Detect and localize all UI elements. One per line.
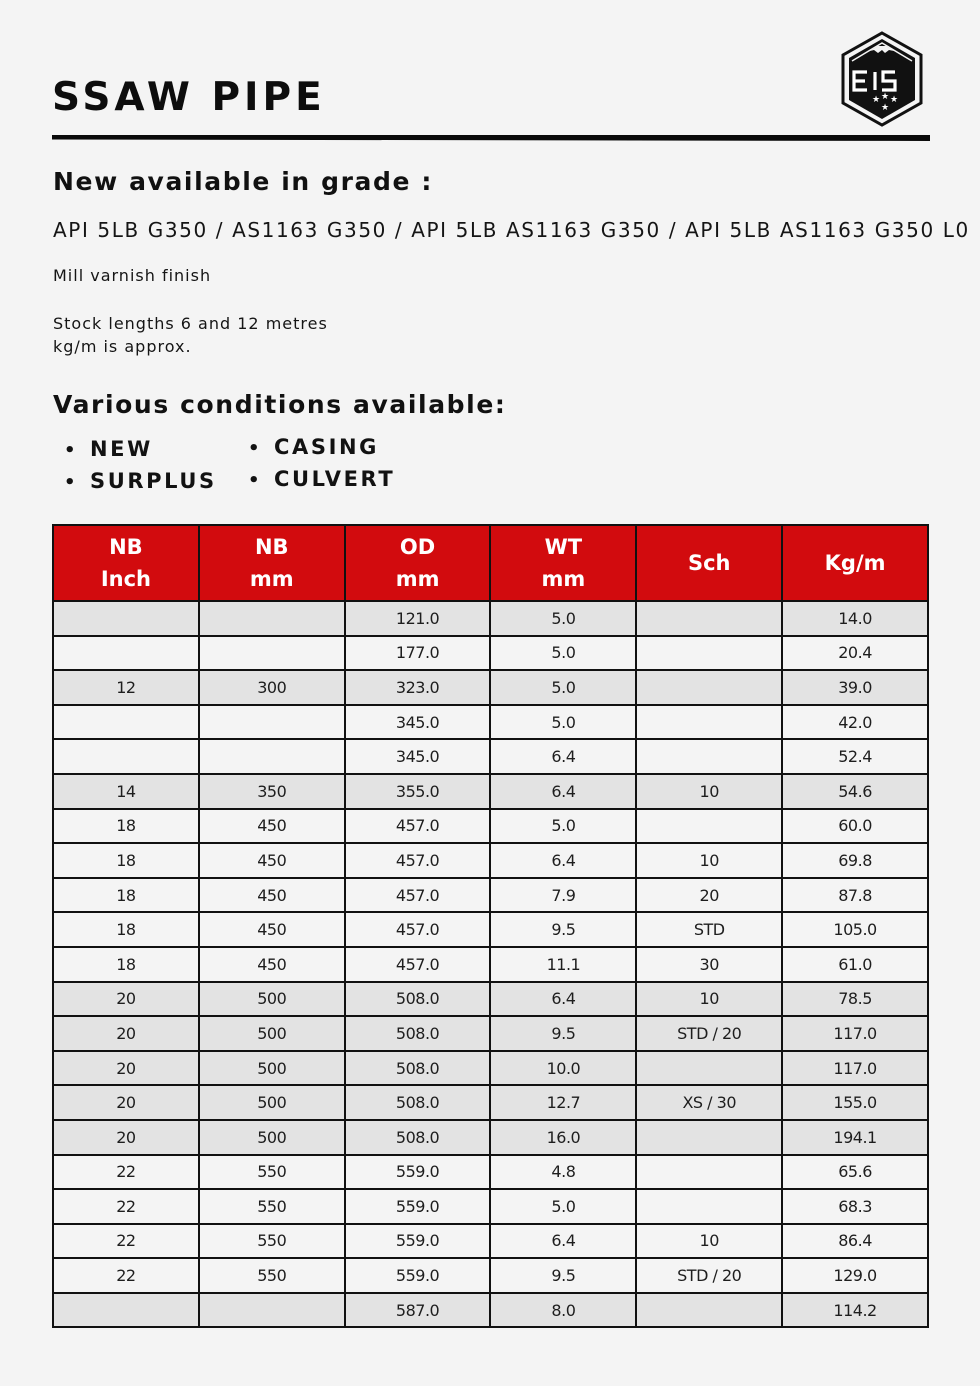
cell-wt-mm: 6.4: [490, 774, 636, 809]
cell-nb-inch: [53, 636, 199, 671]
cell-kg-m: 87.8: [782, 878, 928, 913]
cell-nb-mm: 450: [199, 912, 345, 947]
cell-sch: [636, 1120, 782, 1155]
condition-item-culvert: • CULVERT: [248, 464, 395, 496]
cell-nb-inch: 12: [53, 670, 199, 705]
cell-sch: [636, 636, 782, 671]
cell-wt-mm: 6.4: [490, 739, 636, 774]
table-row: [53, 774, 928, 809]
cell-nb-inch: 18: [53, 843, 199, 878]
cell-kg-m: 105.0: [782, 912, 928, 947]
cell-od-mm: 508.0: [345, 1120, 491, 1155]
cell-nb-mm: [199, 601, 345, 636]
cell-nb-inch: 20: [53, 1085, 199, 1120]
cell-wt-mm: 5.0: [490, 705, 636, 740]
cell-kg-m: 155.0: [782, 1085, 928, 1120]
cell-sch: 10: [636, 1224, 782, 1259]
cell-nb-mm: 550: [199, 1155, 345, 1190]
cell-nb-mm: 550: [199, 1258, 345, 1293]
table-row: [53, 1051, 928, 1086]
bullet-icon: •: [248, 438, 263, 459]
cell-wt-mm: 5.0: [490, 636, 636, 671]
cell-nb-inch: 18: [53, 878, 199, 913]
cell-kg-m: 52.4: [782, 739, 928, 774]
cell-sch: 20: [636, 878, 782, 913]
cell-od-mm: 559.0: [345, 1258, 491, 1293]
cell-sch: [636, 670, 782, 705]
table-row: [53, 1120, 928, 1155]
eis-hexagon-logo-icon: [840, 30, 924, 128]
cell-kg-m: 39.0: [782, 670, 928, 705]
cell-od-mm: 587.0: [345, 1293, 491, 1328]
cell-wt-mm: 10.0: [490, 1051, 636, 1086]
title-divider: [52, 135, 930, 141]
svg-text:★: ★: [880, 103, 890, 113]
cell-od-mm: 457.0: [345, 878, 491, 913]
table-row: [53, 1016, 928, 1051]
cell-nb-mm: 500: [199, 1016, 345, 1051]
bullet-icon: •: [248, 470, 263, 491]
cell-nb-mm: 550: [199, 1224, 345, 1259]
cell-nb-inch: [53, 601, 199, 636]
header-od-mm: OD mm: [345, 525, 491, 601]
cell-nb-inch: 18: [53, 947, 199, 982]
cell-sch: [636, 1293, 782, 1328]
cell-nb-mm: 300: [199, 670, 345, 705]
cell-sch: 10: [636, 774, 782, 809]
table-body: [53, 601, 928, 1327]
conditions-list-column-2: [248, 432, 395, 496]
bullet-icon: •: [64, 440, 79, 461]
eis-logo: [840, 30, 924, 128]
cell-kg-m: 117.0: [782, 1051, 928, 1086]
cell-nb-inch: [53, 1293, 199, 1328]
cell-wt-mm: 9.5: [490, 1016, 636, 1051]
cell-kg-m: 61.0: [782, 947, 928, 982]
cell-nb-mm: 500: [199, 1120, 345, 1155]
cell-wt-mm: 5.0: [490, 670, 636, 705]
cell-nb-mm: 450: [199, 843, 345, 878]
table-row: [53, 1258, 928, 1293]
cell-od-mm: 177.0: [345, 636, 491, 671]
cell-od-mm: 457.0: [345, 947, 491, 982]
condition-item-surplus: • SURPLUS: [64, 466, 217, 498]
condition-item-casing: • CASING: [248, 432, 395, 464]
table-row: [53, 670, 928, 705]
cell-kg-m: 78.5: [782, 982, 928, 1017]
cell-sch: 10: [636, 982, 782, 1017]
table-row: [53, 1189, 928, 1224]
cell-wt-mm: 6.4: [490, 1224, 636, 1259]
cell-wt-mm: 16.0: [490, 1120, 636, 1155]
table-row: [53, 1224, 928, 1259]
cell-kg-m: 20.4: [782, 636, 928, 671]
cell-od-mm: 508.0: [345, 1051, 491, 1086]
stock-notes: [53, 312, 328, 358]
cell-od-mm: 121.0: [345, 601, 491, 636]
cell-kg-m: 65.6: [782, 1155, 928, 1190]
cell-sch: 10: [636, 843, 782, 878]
table-row: [53, 601, 928, 636]
svg-text:★: ★: [871, 95, 881, 105]
svg-text:★: ★: [889, 95, 899, 105]
table-row: [53, 982, 928, 1017]
cell-nb-inch: 20: [53, 1120, 199, 1155]
table-row: [53, 947, 928, 982]
cell-kg-m: 54.6: [782, 774, 928, 809]
cell-nb-inch: [53, 705, 199, 740]
cell-od-mm: 559.0: [345, 1189, 491, 1224]
conditions-list-column-1: [64, 434, 217, 498]
cell-od-mm: 345.0: [345, 705, 491, 740]
cell-wt-mm: 7.9: [490, 878, 636, 913]
cell-nb-mm: 450: [199, 809, 345, 844]
cell-od-mm: 457.0: [345, 809, 491, 844]
header-nb-inch: NB Inch: [53, 525, 199, 601]
cell-sch: [636, 705, 782, 740]
cell-sch: [636, 809, 782, 844]
cell-od-mm: 457.0: [345, 843, 491, 878]
table-row: [53, 636, 928, 671]
cell-kg-m: 194.1: [782, 1120, 928, 1155]
table-row: [53, 878, 928, 913]
cell-nb-mm: [199, 705, 345, 740]
cell-sch: XS / 30: [636, 1085, 782, 1120]
cell-od-mm: 457.0: [345, 912, 491, 947]
stock-lengths-note: Stock lengths 6 and 12 metres: [53, 314, 328, 333]
cell-od-mm: 559.0: [345, 1224, 491, 1259]
cell-kg-m: 117.0: [782, 1016, 928, 1051]
cell-kg-m: 68.3: [782, 1189, 928, 1224]
cell-nb-mm: 550: [199, 1189, 345, 1224]
cell-nb-mm: 450: [199, 947, 345, 982]
conditions-heading: Various conditions available:: [53, 390, 507, 419]
cell-nb-inch: 22: [53, 1258, 199, 1293]
header-wt-mm: WT mm: [490, 525, 636, 601]
svg-text:★: ★: [880, 92, 890, 102]
cell-kg-m: 69.8: [782, 843, 928, 878]
cell-kg-m: 42.0: [782, 705, 928, 740]
finish-note: Mill varnish finish: [53, 266, 212, 285]
cell-nb-inch: [53, 739, 199, 774]
table-header-row: [53, 525, 928, 601]
cell-nb-mm: 500: [199, 1085, 345, 1120]
cell-od-mm: 508.0: [345, 1016, 491, 1051]
cell-wt-mm: 5.0: [490, 1189, 636, 1224]
cell-od-mm: 508.0: [345, 1085, 491, 1120]
cell-wt-mm: 5.0: [490, 809, 636, 844]
cell-nb-inch: 20: [53, 982, 199, 1017]
cell-nb-inch: 18: [53, 809, 199, 844]
cell-wt-mm: 6.4: [490, 982, 636, 1017]
table-row: [53, 705, 928, 740]
cell-sch: STD: [636, 912, 782, 947]
table-row: [53, 1085, 928, 1120]
table-row: [53, 809, 928, 844]
cell-od-mm: 323.0: [345, 670, 491, 705]
table-row: [53, 843, 928, 878]
cell-nb-inch: 22: [53, 1224, 199, 1259]
header-sch: Sch: [636, 525, 782, 601]
cell-nb-mm: [199, 636, 345, 671]
cell-wt-mm: 4.8: [490, 1155, 636, 1190]
cell-nb-mm: 450: [199, 878, 345, 913]
cell-nb-inch: 20: [53, 1016, 199, 1051]
cell-kg-m: 60.0: [782, 809, 928, 844]
cell-sch: 30: [636, 947, 782, 982]
cell-nb-inch: 22: [53, 1155, 199, 1190]
bullet-icon: •: [64, 472, 79, 493]
cell-nb-inch: 20: [53, 1051, 199, 1086]
cell-sch: [636, 1189, 782, 1224]
cell-od-mm: 508.0: [345, 982, 491, 1017]
header-kg-m: Kg/m: [782, 525, 928, 601]
cell-wt-mm: 9.5: [490, 912, 636, 947]
cell-nb-mm: 350: [199, 774, 345, 809]
cell-nb-inch: 14: [53, 774, 199, 809]
cell-kg-m: 86.4: [782, 1224, 928, 1259]
cell-wt-mm: 6.4: [490, 843, 636, 878]
cell-kg-m: 14.0: [782, 601, 928, 636]
cell-sch: [636, 739, 782, 774]
weight-approx-note: kg/m is approx.: [53, 337, 192, 356]
cell-nb-mm: 500: [199, 982, 345, 1017]
grade-list: API 5LB G350 / AS1163 G350 / API 5LB AS1163 G350 / API 5LB AS1163 G350 L0: [53, 218, 970, 242]
cell-wt-mm: 8.0: [490, 1293, 636, 1328]
cell-wt-mm: 5.0: [490, 601, 636, 636]
cell-od-mm: 355.0: [345, 774, 491, 809]
header-nb-mm: NB mm: [199, 525, 345, 601]
cell-od-mm: 345.0: [345, 739, 491, 774]
cell-nb-mm: 500: [199, 1051, 345, 1086]
cell-kg-m: 114.2: [782, 1293, 928, 1328]
cell-wt-mm: 11.1: [490, 947, 636, 982]
cell-wt-mm: 9.5: [490, 1258, 636, 1293]
cell-sch: STD / 20: [636, 1258, 782, 1293]
table-row: [53, 1293, 928, 1328]
cell-sch: STD / 20: [636, 1016, 782, 1051]
grade-heading: New available in grade :: [53, 167, 433, 196]
pipe-spec-table: [52, 524, 929, 1328]
cell-od-mm: 559.0: [345, 1155, 491, 1190]
cell-sch: [636, 1051, 782, 1086]
cell-nb-mm: [199, 1293, 345, 1328]
cell-wt-mm: 12.7: [490, 1085, 636, 1120]
table-row: [53, 739, 928, 774]
cell-sch: [636, 601, 782, 636]
condition-item-new: • NEW: [64, 434, 217, 466]
page-title: SSAW PIPE: [52, 75, 326, 120]
table-row: [53, 1155, 928, 1190]
cell-kg-m: 129.0: [782, 1258, 928, 1293]
cell-sch: [636, 1155, 782, 1190]
cell-nb-inch: 18: [53, 912, 199, 947]
cell-nb-inch: 22: [53, 1189, 199, 1224]
table-row: [53, 912, 928, 947]
cell-nb-mm: [199, 739, 345, 774]
